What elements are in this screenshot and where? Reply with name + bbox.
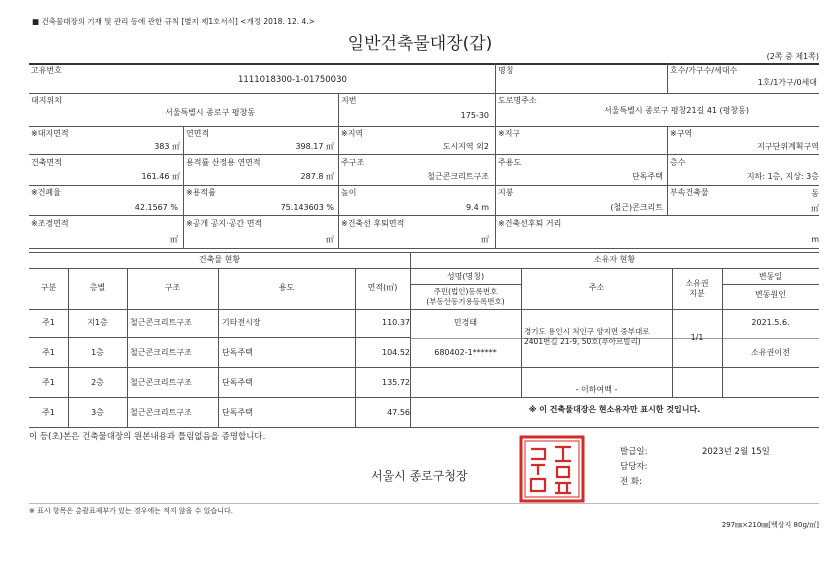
phone-label: 전 화: — [620, 477, 642, 487]
issue-date-label: 발급일: — [620, 447, 648, 457]
sector-label: ※구역 — [670, 129, 693, 138]
zone-label: ※지역 — [341, 129, 364, 138]
setback-dist-label: ※건축선후퇴 거리 — [498, 219, 562, 228]
unique-no-label: 고유번호 — [31, 66, 62, 75]
building-row-divider — [29, 397, 410, 398]
landscape-label: ※조경면적 — [31, 219, 69, 228]
row-use: 단독주택 — [222, 408, 253, 417]
row-floor: 지1층 — [87, 318, 108, 327]
row-kind: 주1 — [42, 318, 55, 327]
issue-date: 2023년 2월 15일 — [702, 447, 770, 457]
owner-row-divider — [410, 397, 819, 398]
page-count: (2쪽 중 제1쪽) — [766, 52, 819, 61]
use-value: 단독주택 — [632, 172, 663, 181]
official-seal-icon — [519, 435, 585, 503]
row-structure: 철근콘크리트구조 — [130, 318, 192, 327]
owner-display-note: ※ 이 건축물대장은 현소유자만 표시한 것입니다. — [528, 405, 701, 414]
owner-share: 1/1 — [690, 333, 704, 342]
zone-value: 도시지역 외2 — [442, 142, 489, 151]
road-label: 도로명주소 — [498, 96, 537, 105]
floor-area-value: 398.17 ㎡ — [295, 142, 334, 151]
col-area-header: 면적(㎡) — [367, 283, 398, 292]
change-subhead-divider — [722, 284, 819, 285]
paper-spec: 297㎜×210㎜[백상지 80g/㎡] — [721, 521, 819, 529]
table-bottom-border — [29, 427, 819, 428]
change-date: 2021.5.6. — [751, 318, 790, 327]
floors-value: 지하: 1층, 지상: 3층 — [746, 172, 819, 181]
row-use: 단독주택 — [222, 378, 253, 387]
bcr-label: ※건폐율 — [31, 188, 61, 197]
landscape-unit: ㎡ — [170, 235, 178, 244]
owner-id: 680402-1****** — [434, 348, 497, 357]
units-label: 호수/가구수/세대수 — [670, 66, 738, 75]
far-value: 75.143603 % — [280, 203, 334, 212]
owner-name: 민경태 — [453, 318, 478, 327]
row-use: 기타전시장 — [222, 318, 261, 327]
col-owner-name-header: 성명(명칭) — [446, 272, 485, 281]
row-structure: 철근콘크리트구조 — [130, 408, 192, 417]
row-floor: 1층 — [91, 348, 104, 357]
row-area: 104.52 — [382, 348, 410, 357]
change-reason: 소유권이전 — [751, 348, 790, 357]
table-top-border — [29, 63, 819, 65]
owner-address: 경기도 용인시 처인구 양지면 중부대로 2401번길 21-9, 50호(푸아르빌리) — [524, 327, 650, 346]
col-structure-header: 구조 — [164, 283, 181, 292]
status-header-divider — [29, 268, 819, 269]
row-floor: 2층 — [91, 378, 104, 387]
roof-label: 지붕 — [498, 188, 514, 197]
col-divider — [495, 93, 496, 126]
public-label: ※공개 공지·공간 면적 — [186, 219, 263, 228]
col-divider — [495, 63, 496, 93]
site-area-label: ※대지면적 — [31, 129, 69, 138]
district-label: ※지구 — [498, 129, 521, 138]
owner-subhead-divider — [410, 284, 521, 285]
units-value: 1호/1가구/0세대 — [757, 78, 817, 87]
row-area: 47.56 — [387, 408, 410, 417]
col-divider — [183, 126, 184, 248]
row-kind: 주1 — [42, 348, 55, 357]
col-divider — [338, 126, 339, 248]
building-status-header: 건축물 현황 — [198, 255, 241, 264]
row-divider — [29, 93, 819, 94]
setback-dist-unit: m — [811, 235, 819, 244]
col-change-date-header: 변동일 — [758, 272, 783, 281]
setback-label: ※건축선 후퇴면적 — [341, 219, 405, 228]
annex-value: 동 — [811, 189, 819, 198]
height-label: 높이 — [341, 188, 357, 197]
structure-value: 철근콘크리트구조 — [427, 172, 489, 181]
issuer-name: 서울시 종로구청장 — [371, 469, 468, 483]
building-row-divider — [29, 367, 410, 368]
row-kind: 주1 — [42, 378, 55, 387]
row-divider — [29, 185, 819, 186]
row-structure: 철근콘크리트구조 — [130, 348, 192, 357]
legal-basis: ■ 건축물대장의 기재 및 관리 등에 관한 규칙 [별지 제1호서식] <개정 2018. 12. 4.> — [32, 17, 315, 26]
row-kind: 주1 — [42, 408, 55, 417]
height-value: 9.4 m — [465, 203, 489, 212]
floor-area-label: 연면적 — [186, 129, 210, 138]
unique-no-value: 1111018300-1-01750030 — [238, 75, 347, 85]
col-divider — [338, 93, 339, 126]
building-row-divider — [29, 337, 410, 338]
sector-value: 지구단위계획구역 — [757, 142, 819, 151]
roof-value: (철근)콘크리트 — [610, 203, 663, 212]
footer-note: ※ 표시 항목은 총괄표제부가 있는 경우에는 적지 않을 수 있습니다. — [29, 507, 233, 515]
site-area-value: 383 ㎡ — [154, 142, 180, 151]
col-floor-header: 층별 — [89, 283, 106, 292]
site-label: 대지위치 — [31, 96, 62, 105]
col-change-reason-header: 변동원인 — [755, 290, 786, 299]
blank-below-note: - 이하여백 - — [575, 385, 618, 394]
certification-text: 이 등(초)본은 건축물대장의 원본내용과 틀림없음을 증명합니다. — [29, 432, 266, 442]
annex-label: 부속건축물 — [670, 188, 709, 197]
site-value: 서울특별시 종로구 평창동 — [165, 108, 256, 117]
bcr-value: 42.1567 % — [134, 203, 178, 212]
row-area: 110.37 — [382, 318, 410, 327]
col-use-header: 용도 — [278, 283, 295, 292]
structure-label: 주구조 — [341, 158, 365, 167]
lot-label: 지번 — [341, 96, 357, 105]
row-divider — [29, 248, 819, 249]
public-unit: ㎡ — [326, 235, 334, 244]
col-divider — [667, 126, 668, 215]
row-divider — [29, 154, 819, 155]
row-use: 단독주택 — [222, 348, 253, 357]
owner-status-header: 소유자 현황 — [593, 255, 636, 264]
lot-value: 175-30 — [460, 111, 489, 120]
charge-label: 담당자: — [620, 462, 648, 472]
row-structure: 철근콘크리트구조 — [130, 378, 192, 387]
setback-unit: ㎡ — [481, 235, 489, 244]
col-share-header: 소유권 지분 — [685, 279, 709, 298]
row-area: 135.72 — [382, 378, 410, 387]
col-address-header: 주소 — [588, 283, 605, 292]
col-divider — [667, 63, 668, 93]
status-colhead-divider — [29, 309, 819, 310]
far-area-value: 287.8 ㎡ — [300, 172, 334, 181]
col-kind-header: 구분 — [40, 283, 57, 292]
row-divider — [29, 215, 819, 216]
annex-unit: ㎡ — [811, 204, 819, 213]
col-owner-id-header: 주민(법인)등록번호 (부동산등기용등록번호) — [426, 287, 505, 306]
use-label: 주용도 — [498, 158, 522, 167]
far-label: ※용적률 — [186, 188, 216, 197]
document-title: 일반건축물대장(갑) — [347, 34, 493, 54]
floors-label: 층수 — [670, 158, 686, 167]
owner-row-divider — [410, 367, 819, 368]
building-area-value: 161.46 ㎡ — [141, 172, 180, 181]
row-divider — [29, 126, 819, 127]
road-value: 서울특별시 종로구 평창21길 41 (평창동) — [604, 106, 749, 115]
col-divider — [722, 268, 723, 397]
row-floor: 3층 — [91, 408, 104, 417]
status-section-divider — [29, 252, 819, 253]
far-area-label: 용적률 산정용 연면적 — [186, 158, 261, 167]
footer-divider — [29, 503, 819, 504]
building-area-label: 건축면적 — [31, 158, 62, 167]
col-divider — [495, 126, 496, 248]
name-label: 명칭 — [498, 66, 514, 75]
